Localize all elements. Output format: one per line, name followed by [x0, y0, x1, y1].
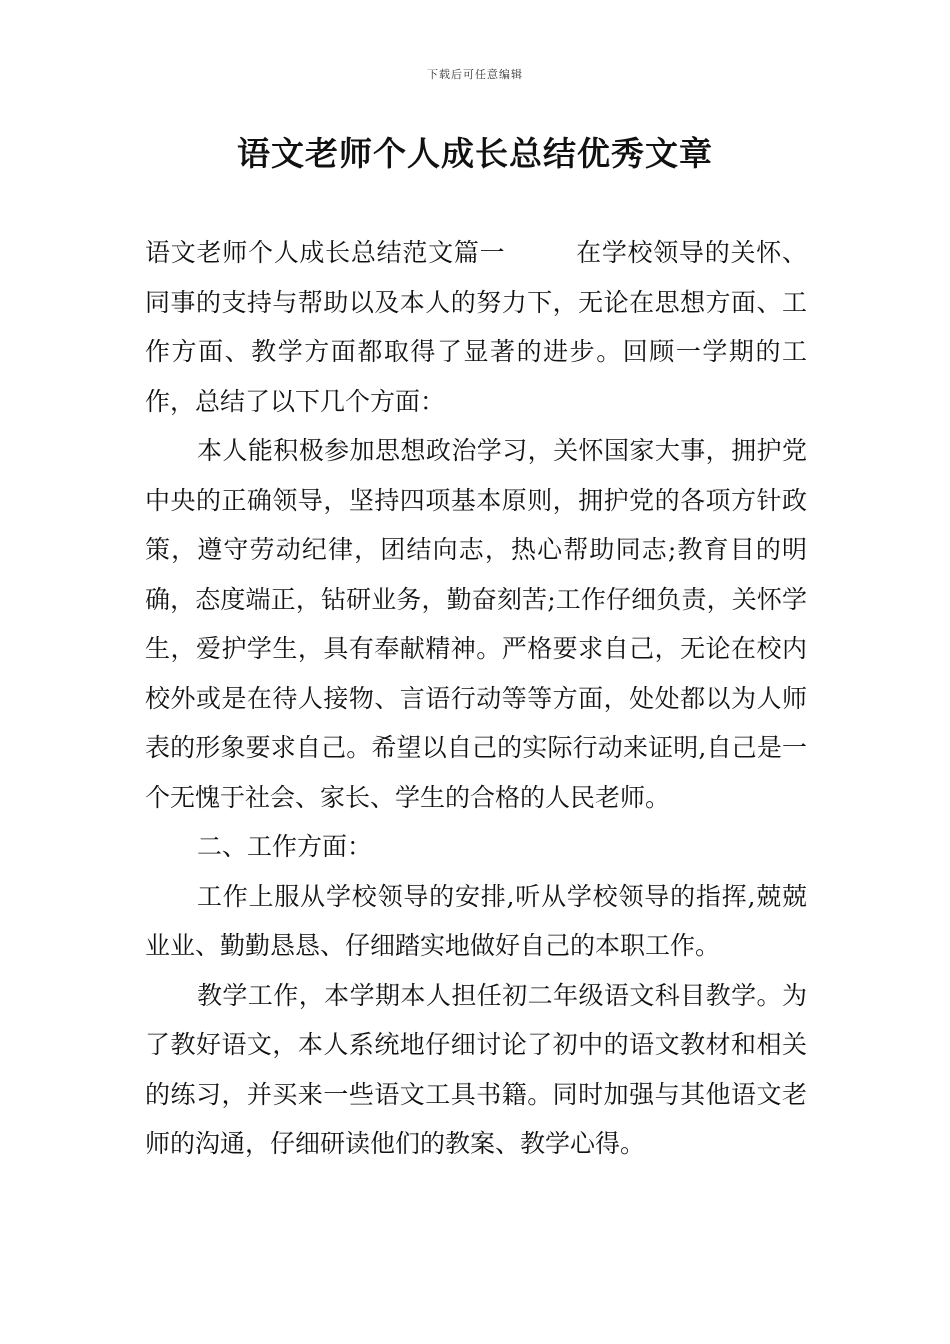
document-body: [145, 228, 807, 1169]
paragraph-lead: 语文老师个人成长总结范文篇一: [145, 238, 506, 267]
paragraph-text: 在学校领导的关怀、同事的支持与帮助以及本人的努力下，无论在思想方面、工作方面、教学方面都取得了显著的进步。回顾一学期的工作，总结了以下几个方面：: [145, 238, 807, 416]
section-heading-work: 二、工作方面：: [197, 832, 373, 861]
paragraph-thought: 本人能积极参加思想政治学习，关怀国家大事，拥护党中央的正确领导，坚持四项基本原则，拥护党的各项方针政策，遵守劳动纪律，团结向志，热心帮助同志;教育目的明确，态度端正，钻研业务，勤奋刻苦;工作仔细负责，关怀学生，爱护学生，具有奉献精神。严格要求自己，无论在校内校外或是在待人接物、言语行动等等方面，处处都以为人师表的形象要求自己。希望以自己的实际行动来证明,自己是一个无愧于社会、家长、学生的合格的人民老师。: [145, 436, 807, 812]
paragraph-teaching: 教学工作，本学期本人担任初二年级语文科目教学。为了教好语文，本人系统地仔细讨论了初中的语文教材和相关的练习，并买来一些语文工具书籍。同时加强与其他语文老师的沟通，仔细研读他们的教案、教学心得。: [145, 980, 807, 1158]
paragraph-intro: [145, 228, 807, 426]
document-title: 语文老师个人成长总结优秀文章: [237, 134, 713, 173]
paragraph-work: 工作上服从学校领导的安排,听从学校领导的指挥,兢兢业业、勤勤恳恳、仔细踏实地做好自己的本职工作。: [145, 881, 807, 960]
header-note: 下载后可任意编辑: [427, 68, 523, 81]
